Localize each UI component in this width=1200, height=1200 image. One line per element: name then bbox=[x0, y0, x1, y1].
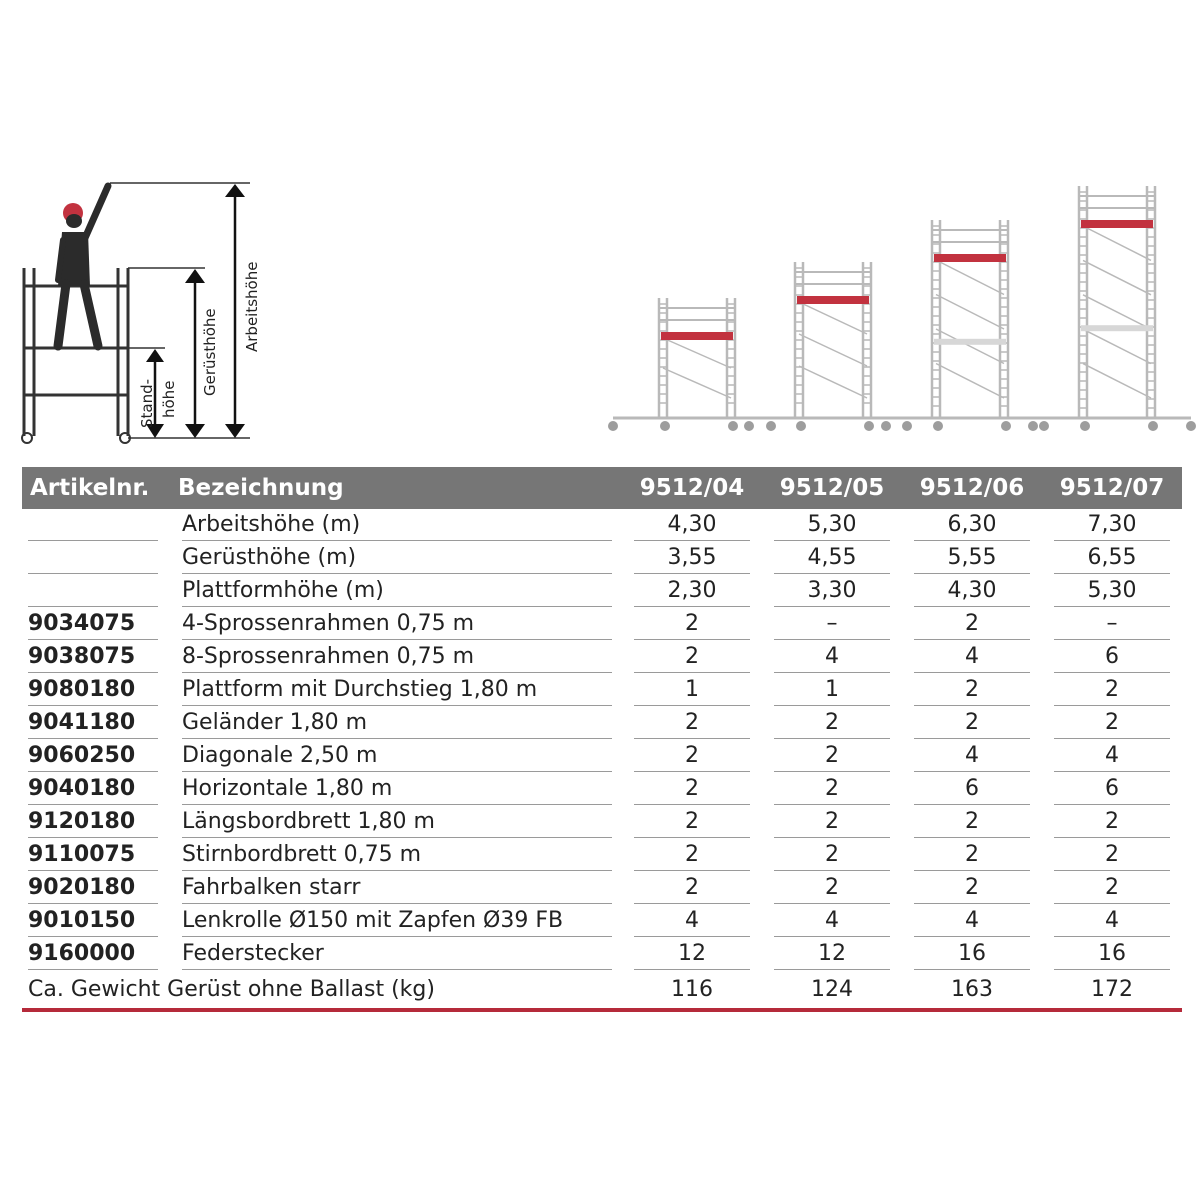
quantity-cell: 16 bbox=[914, 939, 1030, 970]
table-row bbox=[22, 773, 1182, 806]
parts-table bbox=[22, 467, 1182, 1012]
quantity-cell: 16 bbox=[1054, 939, 1170, 970]
description: Horizontale 1,80 m bbox=[182, 774, 612, 805]
quantity-cell: 6 bbox=[914, 774, 1030, 805]
article-number: 9080180 bbox=[28, 675, 158, 706]
quantity-cell: 6,55 bbox=[1054, 543, 1170, 574]
quantity-cell: 2 bbox=[634, 774, 750, 805]
quantity-cell: 2 bbox=[634, 708, 750, 739]
wheel-icon bbox=[1001, 421, 1011, 431]
article-number: 9120180 bbox=[28, 807, 158, 838]
geruesthoehe-label: Gerüsthöhe bbox=[201, 308, 219, 396]
quantity-cell: 2 bbox=[914, 609, 1030, 640]
article-number: 9160000 bbox=[28, 939, 158, 970]
quantity-cell: 4,55 bbox=[774, 543, 890, 574]
quantity-cell: 2,30 bbox=[634, 576, 750, 607]
weight-row bbox=[22, 971, 1182, 1010]
table-row bbox=[22, 872, 1182, 905]
scaffold-tower bbox=[881, 220, 1049, 431]
table-footer bbox=[22, 971, 1182, 1010]
quantity-cell: 4 bbox=[914, 741, 1030, 772]
quantity-cell: 1 bbox=[634, 675, 750, 706]
quantity-cell: 2 bbox=[774, 708, 890, 739]
wheel-icon bbox=[933, 421, 943, 431]
quantity-cell: 6 bbox=[1054, 774, 1170, 805]
quantity-cell: 2 bbox=[634, 807, 750, 838]
article-number bbox=[28, 576, 158, 607]
quantity-cell: 12 bbox=[634, 939, 750, 970]
article-number: 9110075 bbox=[28, 840, 158, 871]
quantity-cell: 4 bbox=[914, 906, 1030, 937]
wheel-icon bbox=[728, 421, 738, 431]
table-row bbox=[22, 707, 1182, 740]
article-number bbox=[28, 543, 158, 574]
table-row bbox=[22, 674, 1182, 707]
description: 8-Sprossenrahmen 0,75 m bbox=[182, 642, 612, 673]
platform-red bbox=[797, 296, 869, 304]
quantity-cell: 5,55 bbox=[914, 543, 1030, 574]
description: Diagonale 2,50 m bbox=[182, 741, 612, 772]
quantity-cell: 2 bbox=[774, 741, 890, 772]
quantity-cell: 4,30 bbox=[634, 510, 750, 541]
quantity-cell: 2 bbox=[1054, 873, 1170, 904]
description: Geländer 1,80 m bbox=[182, 708, 612, 739]
quantity-cell: 1 bbox=[774, 675, 890, 706]
quantity-cell: 4 bbox=[1054, 741, 1170, 772]
wheel-icon bbox=[864, 421, 874, 431]
quantity-cell: 7,30 bbox=[1054, 510, 1170, 541]
platform-red bbox=[934, 254, 1006, 262]
quantity-cell: 4 bbox=[774, 906, 890, 937]
article-number: 9038075 bbox=[28, 642, 158, 673]
quantity-cell: 2 bbox=[774, 774, 890, 805]
wheel-icon bbox=[744, 421, 754, 431]
article-number: 9010150 bbox=[28, 906, 158, 937]
table-row bbox=[22, 905, 1182, 938]
quantity-cell: 2 bbox=[914, 708, 1030, 739]
table-header bbox=[22, 467, 1182, 509]
table-row bbox=[22, 806, 1182, 839]
description: Gerüsthöhe (m) bbox=[182, 543, 612, 574]
scaffold-towers bbox=[608, 186, 1196, 431]
quantity-cell: 3,30 bbox=[774, 576, 890, 607]
wheel-icon bbox=[1186, 421, 1196, 431]
quantity-cell: 2 bbox=[1054, 807, 1170, 838]
table-row bbox=[22, 608, 1182, 641]
quantity-cell: 2 bbox=[634, 642, 750, 673]
table-row bbox=[22, 938, 1182, 971]
quantity-cell: 2 bbox=[1054, 840, 1170, 871]
weight-value: 172 bbox=[1042, 971, 1182, 1010]
scaffold-tower bbox=[608, 298, 776, 431]
quantity-cell: 4,30 bbox=[914, 576, 1030, 607]
person-figure bbox=[58, 186, 108, 346]
quantity-cell: 2 bbox=[774, 840, 890, 871]
standhoehe-label-line1: Stand- bbox=[138, 378, 156, 428]
description: Arbeitshöhe (m) bbox=[182, 510, 612, 541]
article-number: 9060250 bbox=[28, 741, 158, 772]
quantity-cell: 2 bbox=[774, 873, 890, 904]
header-bezeichnung: Bezeichnung bbox=[172, 467, 622, 509]
description: Längsbordbrett 1,80 m bbox=[182, 807, 612, 838]
quantity-cell: 2 bbox=[914, 807, 1030, 838]
platform-red bbox=[1081, 220, 1153, 228]
description: Lenkrolle Ø150 mit Zapfen Ø39 FB bbox=[182, 906, 612, 937]
quantity-cell: 2 bbox=[914, 840, 1030, 871]
description: Federstecker bbox=[182, 939, 612, 970]
header-model-4: 9512/07 bbox=[1042, 467, 1182, 509]
quantity-cell: 2 bbox=[634, 840, 750, 871]
table-row bbox=[22, 641, 1182, 674]
header-model-2: 9512/05 bbox=[762, 467, 902, 509]
description: Fahrbalken starr bbox=[182, 873, 612, 904]
table-row bbox=[22, 740, 1182, 773]
wheel-icon bbox=[766, 421, 776, 431]
article-number: 9020180 bbox=[28, 873, 158, 904]
wheel-icon bbox=[1028, 421, 1038, 431]
quantity-cell: 4 bbox=[634, 906, 750, 937]
quantity-cell: 6 bbox=[1054, 642, 1170, 673]
platform-red bbox=[661, 332, 733, 340]
quantity-cell: – bbox=[774, 609, 890, 640]
arbeitshoehe-label: Arbeitshöhe bbox=[243, 261, 261, 352]
scaffold-diagram bbox=[0, 0, 1200, 470]
quantity-cell: 2 bbox=[774, 807, 890, 838]
wheel-icon bbox=[902, 421, 912, 431]
quantity-cell: 4 bbox=[1054, 906, 1170, 937]
description: 4-Sprossenrahmen 0,75 m bbox=[182, 609, 612, 640]
description: Plattform mit Durchstieg 1,80 m bbox=[182, 675, 612, 706]
quantity-cell: 12 bbox=[774, 939, 890, 970]
wheel-icon bbox=[1080, 421, 1090, 431]
article-number bbox=[28, 510, 158, 541]
quantity-cell: 4 bbox=[774, 642, 890, 673]
quantity-cell: – bbox=[1054, 609, 1170, 640]
wheel-icon bbox=[796, 421, 806, 431]
quantity-cell: 2 bbox=[634, 609, 750, 640]
wheel-icon bbox=[608, 421, 618, 431]
quantity-cell: 2 bbox=[914, 675, 1030, 706]
table-row bbox=[22, 575, 1182, 608]
quantity-cell: 2 bbox=[634, 741, 750, 772]
scaffold-tower bbox=[744, 262, 912, 431]
header-artikelnr: Artikelnr. bbox=[22, 467, 172, 509]
article-number: 9034075 bbox=[28, 609, 158, 640]
quantity-cell: 4 bbox=[914, 642, 1030, 673]
scaffold-tower bbox=[1028, 186, 1196, 431]
article-number: 9040180 bbox=[28, 774, 158, 805]
wheel-icon bbox=[1039, 421, 1049, 431]
article-number: 9041180 bbox=[28, 708, 158, 739]
quantity-cell: 2 bbox=[1054, 708, 1170, 739]
quantity-cell: 2 bbox=[634, 873, 750, 904]
table-row bbox=[22, 542, 1182, 575]
weight-value: 124 bbox=[762, 971, 902, 1010]
quantity-cell: 3,55 bbox=[634, 543, 750, 574]
table-row bbox=[22, 839, 1182, 872]
quantity-cell: 2 bbox=[914, 873, 1030, 904]
header-model-3: 9512/06 bbox=[902, 467, 1042, 509]
weight-value: 116 bbox=[622, 971, 762, 1010]
quantity-cell: 5,30 bbox=[1054, 576, 1170, 607]
wheel-icon bbox=[881, 421, 891, 431]
header-model-1: 9512/04 bbox=[622, 467, 762, 509]
quantity-cell: 6,30 bbox=[914, 510, 1030, 541]
table-row bbox=[22, 509, 1182, 542]
table-body bbox=[22, 509, 1182, 971]
weight-value: 163 bbox=[902, 971, 1042, 1010]
standhoehe-label-line2: höhe bbox=[160, 380, 178, 418]
weight-label: Ca. Gewicht Gerüst ohne Ballast (kg) bbox=[22, 971, 622, 1010]
scaffold-illustration bbox=[0, 0, 1200, 470]
quantity-cell: 5,30 bbox=[774, 510, 890, 541]
description: Plattformhöhe (m) bbox=[182, 576, 612, 607]
description: Stirnbordbrett 0,75 m bbox=[182, 840, 612, 871]
wheel-icon bbox=[660, 421, 670, 431]
wheel-icon bbox=[1148, 421, 1158, 431]
quantity-cell: 2 bbox=[1054, 675, 1170, 706]
